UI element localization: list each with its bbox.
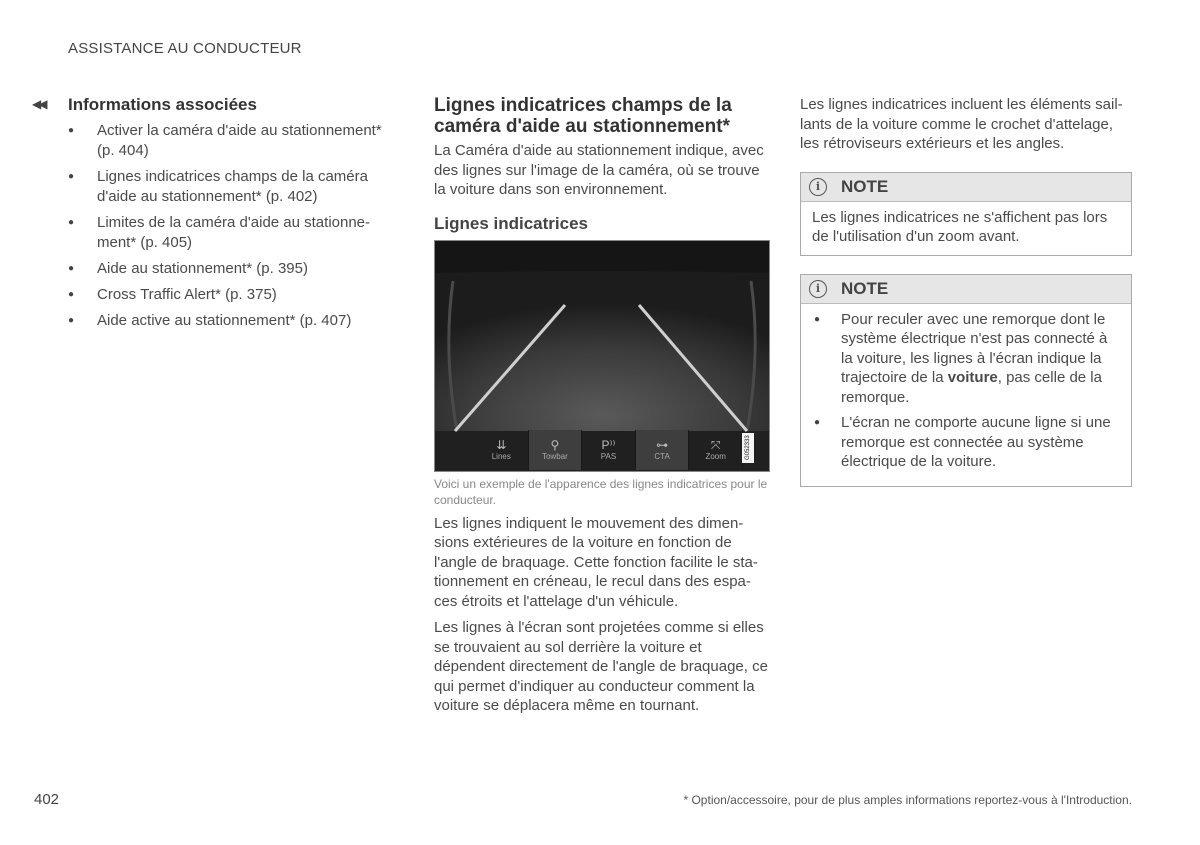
image-caption: Voici un exemple de l'apparence des lignes indicatrices pour le conducteur. — [434, 476, 768, 507]
related-link[interactable]: ● Aide au stationnement* (p. 395) — [68, 259, 392, 279]
towbar-button[interactable] — [529, 430, 583, 470]
note-label: NOTE — [841, 278, 889, 298]
related-link[interactable]: ● Activer la caméra d'aide au stationnement* (p. 404) — [68, 121, 392, 161]
info-icon: i — [809, 178, 827, 196]
footnote: * Option/accessoire, pour de plus amples informations reportez-vous à l'Introduction. — [683, 793, 1132, 807]
article-title: Lignes indicatrices champs de la caméra d'aide au stationnement* — [434, 95, 732, 137]
cta-button-label: CTA — [654, 452, 670, 461]
right-paragraph: Les lignes indicatrices incluent les éléments sail-lants de la voiture comme le crochet d'attelage, les rétroviseurs extérieurs et les angles. — [800, 96, 1123, 152]
related-info-heading — [32, 95, 392, 115]
parking-sensor-icon: P⁾⁾ — [601, 438, 616, 452]
related-info — [32, 95, 392, 337]
note-header — [801, 275, 1131, 304]
cross-traffic-icon: ⊶ — [656, 438, 669, 452]
zoom-button-label: Zoom — [705, 452, 726, 461]
related-link[interactable]: ● Lignes indicatrices champs de la caméra d'aide au stationnement* (p. 402) — [68, 167, 392, 207]
note-text-segment: Pour reculer avec une remorque dont le système électrique n'est pas connecté à la voiture, les lignes à l'écran indique la trajectoire de la — [841, 310, 1108, 386]
info-icon: i — [809, 280, 827, 298]
related-link[interactable]: ● Aide active au stationnement* (p. 407) — [68, 311, 392, 331]
note-header — [801, 173, 1131, 202]
image-code: G052333 — [742, 433, 754, 463]
page-header: ASSISTANCE AU CONDUCTEUR — [68, 40, 302, 57]
note-box-2 — [800, 274, 1132, 487]
body-paragraph-1: Les lignes indiquent le mouvement des dimen-sions extérieures de la voiture en fonction de l'angle de braquage. Cette fonction facilite le sta-tionnement en créneau, le recul dans des espa-ces étroits et l'attelage d'un véhicule. — [434, 514, 758, 610]
related-links-list — [32, 121, 392, 331]
towbar-icon: ⚲ — [550, 438, 560, 452]
intro-paragraph: La Caméra d'aide au stationnement indique, avec des lignes sur l'image de la caméra, où se trouve la voiture dans son environnement. — [434, 142, 764, 198]
double-arrow-left-icon: ◀◀ — [32, 97, 45, 111]
lines-button-label: Lines — [491, 452, 511, 461]
note-label: NOTE — [841, 176, 889, 196]
towbar-button-label: Towbar — [541, 452, 568, 461]
related-link[interactable]: ● Limites de la caméra d'aide au stationne-ment* (p. 405) — [68, 213, 392, 253]
page-number: 402 — [34, 791, 60, 808]
zoom-button[interactable] — [689, 430, 743, 470]
main-article — [434, 95, 770, 716]
cta-button[interactable] — [636, 430, 690, 470]
camera-image — [434, 240, 770, 472]
note-text: Les lignes indicatrices ne s'affichent pas lors de l'utilisation d'un zoom avant. — [812, 208, 1108, 245]
body-paragraph-2: Les lignes à l'écran sont projetées comme si elles se trouvaient au sol derrière la voiture et dépendent directement de l'angle de braquage, ce qui permet d'indiquer au conducteur comment la voiture se déplacera même en tournant. — [434, 619, 768, 714]
note-list — [812, 310, 1120, 472]
pas-button[interactable] — [582, 430, 636, 470]
related-info-title: Informations associées — [68, 95, 257, 114]
lines-icon: ⇊ — [496, 438, 507, 452]
lines-button[interactable] — [475, 430, 529, 470]
note-text-bold: voiture — [947, 369, 998, 386]
notes-column — [800, 95, 1132, 487]
note-list-item: ● L'écran ne comporte aucune ligne si une remorque est connectée au système électrique de la voiture. — [812, 413, 1120, 472]
zoom-icon: ⤧ — [710, 438, 721, 452]
camera-toolbar — [475, 430, 743, 470]
note-list-item — [812, 310, 1120, 408]
pas-button-label: PAS — [600, 452, 617, 461]
note-box-1 — [800, 172, 1132, 256]
related-link[interactable]: ● Cross Traffic Alert* (p. 375) — [68, 285, 392, 305]
section-subtitle: Lignes indicatrices — [434, 213, 588, 233]
note-text-segment: , pas celle de la remorque. — [841, 369, 1102, 406]
note-body — [801, 304, 1131, 486]
